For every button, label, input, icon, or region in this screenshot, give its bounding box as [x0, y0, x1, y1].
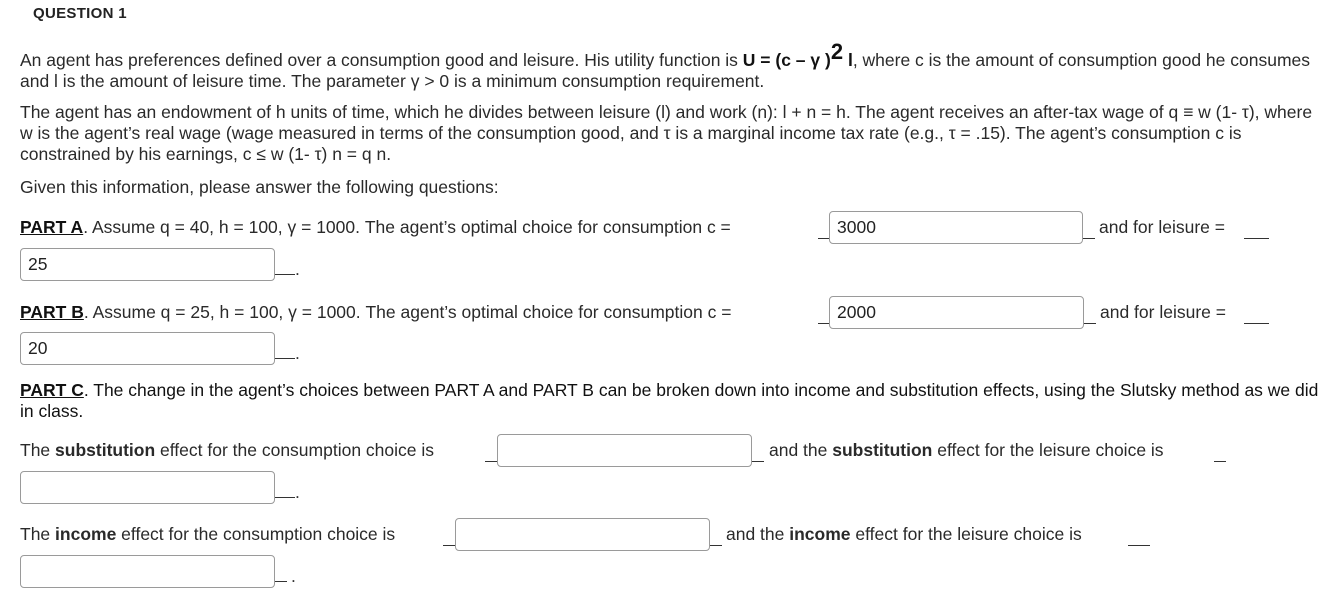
substitution-consumption-text: The substitution effect for the consumption choice is — [20, 440, 435, 460]
intro-text-b: , where c is the amount of consumption good he consumes and l is the amount of leisure time. The parameter γ > 0 is a minimum consumption requirement. — [20, 50, 1311, 91]
income-leisure-text: and the income effect for the leisure choice is — [726, 524, 1082, 544]
part-c-intro: PART C. The change in the agent’s choices between PART A and PART B can be broken down into income and substitution effects, using the Slutsky method as we did in class. — [20, 380, 1319, 421]
part-b-question: PART B. Assume q = 25, h = 100, γ = 1000. The agent’s optimal choice for consumption c = — [20, 302, 732, 322]
part-b-leisure-input[interactable] — [20, 332, 275, 365]
part-a-label: PART A — [20, 217, 84, 237]
blank-underline — [710, 545, 722, 546]
part-b-label: PART B — [20, 302, 84, 322]
income-leisure-input[interactable] — [20, 555, 275, 588]
blank-underline — [1214, 461, 1226, 462]
blank-underline — [275, 274, 295, 275]
period: . — [295, 259, 300, 279]
blank-underline — [1244, 238, 1269, 239]
income-consumption-input[interactable] — [455, 518, 710, 551]
intro-paragraph-1 — [20, 39, 1320, 92]
part-c-label: PART C — [20, 380, 84, 400]
period: . — [295, 343, 300, 363]
period: . — [295, 482, 300, 502]
blank-underline — [275, 358, 295, 359]
intro-paragraph-3: Given this information, please answer the following questions: — [20, 177, 499, 197]
blank-underline — [1128, 545, 1150, 546]
blank-underline — [1083, 238, 1095, 239]
blank-underline — [275, 497, 295, 498]
substitution-leisure-input[interactable] — [20, 471, 275, 504]
part-b-leisure-text: and for leisure = — [1100, 302, 1226, 322]
part-a-leisure-input[interactable] — [20, 248, 275, 281]
substitution-leisure-text: and the substitution effect for the leisure choice is — [769, 440, 1164, 460]
part-b-consumption-input[interactable] — [829, 296, 1084, 329]
intro-paragraph-2: The agent has an endowment of h units of time, which he divides between leisure (l) and work (n): l + n = h. The agent receives an after-tax wage of q ≡ w (1- τ), where w is the agent’s real wage (wage measured in terms of the consumption good, and τ is a marginal income tax rate (e.g., τ = .15). The agent’s consumption c is constrained by his earnings, c ≤ w (1- τ) n = q n. — [20, 102, 1313, 164]
blank-underline — [1244, 323, 1269, 324]
part-a-leisure-text: and for leisure = — [1099, 217, 1225, 237]
blank-underline — [752, 461, 764, 462]
blank-underline — [275, 581, 287, 582]
income-consumption-text: The income effect for the consumption choice is — [20, 524, 396, 544]
utility-formula: U = (c – γ )$^2$ l — [742, 39, 853, 70]
period: . — [291, 566, 296, 586]
part-a-consumption-input[interactable] — [829, 211, 1083, 244]
blank-underline — [1084, 323, 1096, 324]
part-a-question: PART A. Assume q = 40, h = 100, γ = 1000. The agent’s optimal choice for consumption c = — [20, 217, 731, 237]
substitution-consumption-input[interactable] — [497, 434, 752, 467]
intro-text-a: An agent has preferences defined over a consumption good and leisure. His utility function is — [20, 50, 743, 70]
question-title: QUESTION 1 — [33, 5, 127, 22]
